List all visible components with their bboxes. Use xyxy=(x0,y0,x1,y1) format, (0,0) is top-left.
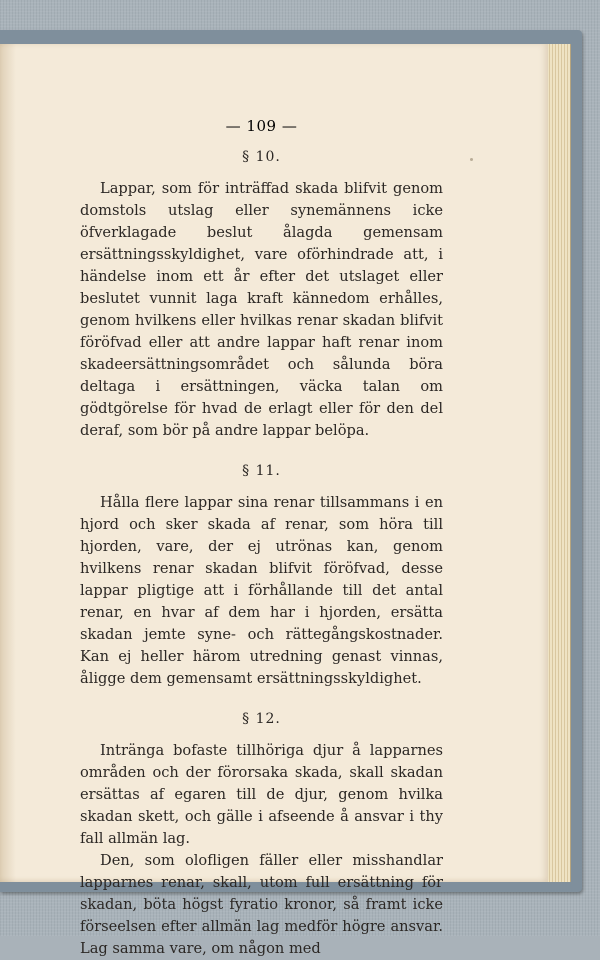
section-heading: § 12. xyxy=(242,711,281,727)
paper-speck xyxy=(470,158,473,161)
paragraph: Inträngа bofaste tillhöriga djur å lapparnes områden och der förorsaka skada, skall skadan ersättas af egaren till de djur, genom hvilka skadan skett, och gälle i afseende å ansvar i thy fall allmän lag. xyxy=(80,742,443,847)
section-heading: § 10. xyxy=(242,149,281,165)
section-heading: § 11. xyxy=(242,463,281,479)
page-body xyxy=(80,146,443,960)
paragraph: Den, som olofligen fäller eller misshandlar lapparnes renar, skall, utom full ersättning för skadan, böta högst fyratio kronor, så framt icke förseelsen efter allmän lag medför högre ansvar. Lag samma vare, om någon med xyxy=(80,852,443,957)
page-number: — 109 — xyxy=(225,117,298,135)
paragraph: Lappar, som för inträffad skada blifvit genom domstols utslag eller synemännens icke öfverklagade beslut ålagda gemensam ersättningsskyldighet, vare oförhindrade att, i händelse inom ett år efter det utslaget eller beslutet vunnit laga kraft kännedom erhålles, genom hvilkens eller hvilkas renar skadan blifvit föröfvad eller att andre lappar haft renar inom skadeersättningsområdet och sålunda böra deltaga i ersättningen, väcka talan om gödtgörelse för hvad de erlagt eller för den del deraf, som bör på andre lappar belöpa. xyxy=(80,180,443,439)
paragraph: Hålla flere lappar sina renar tillsammans i en hjord och sker skada af renar, som höra till hjorden, vare, der ej utrönas kan, genom hvilkens renar skadan blifvit föröfvad, desse lappar pligtige att i förhållande till det antal renar, en hvar af dem har i hjorden, ersätta skadan jemte syne- och rättegångskostnader. Kan ej heller härom utredning genast vinnas, åligge dem gemensamt ersättningsskyldighet. xyxy=(80,494,443,687)
